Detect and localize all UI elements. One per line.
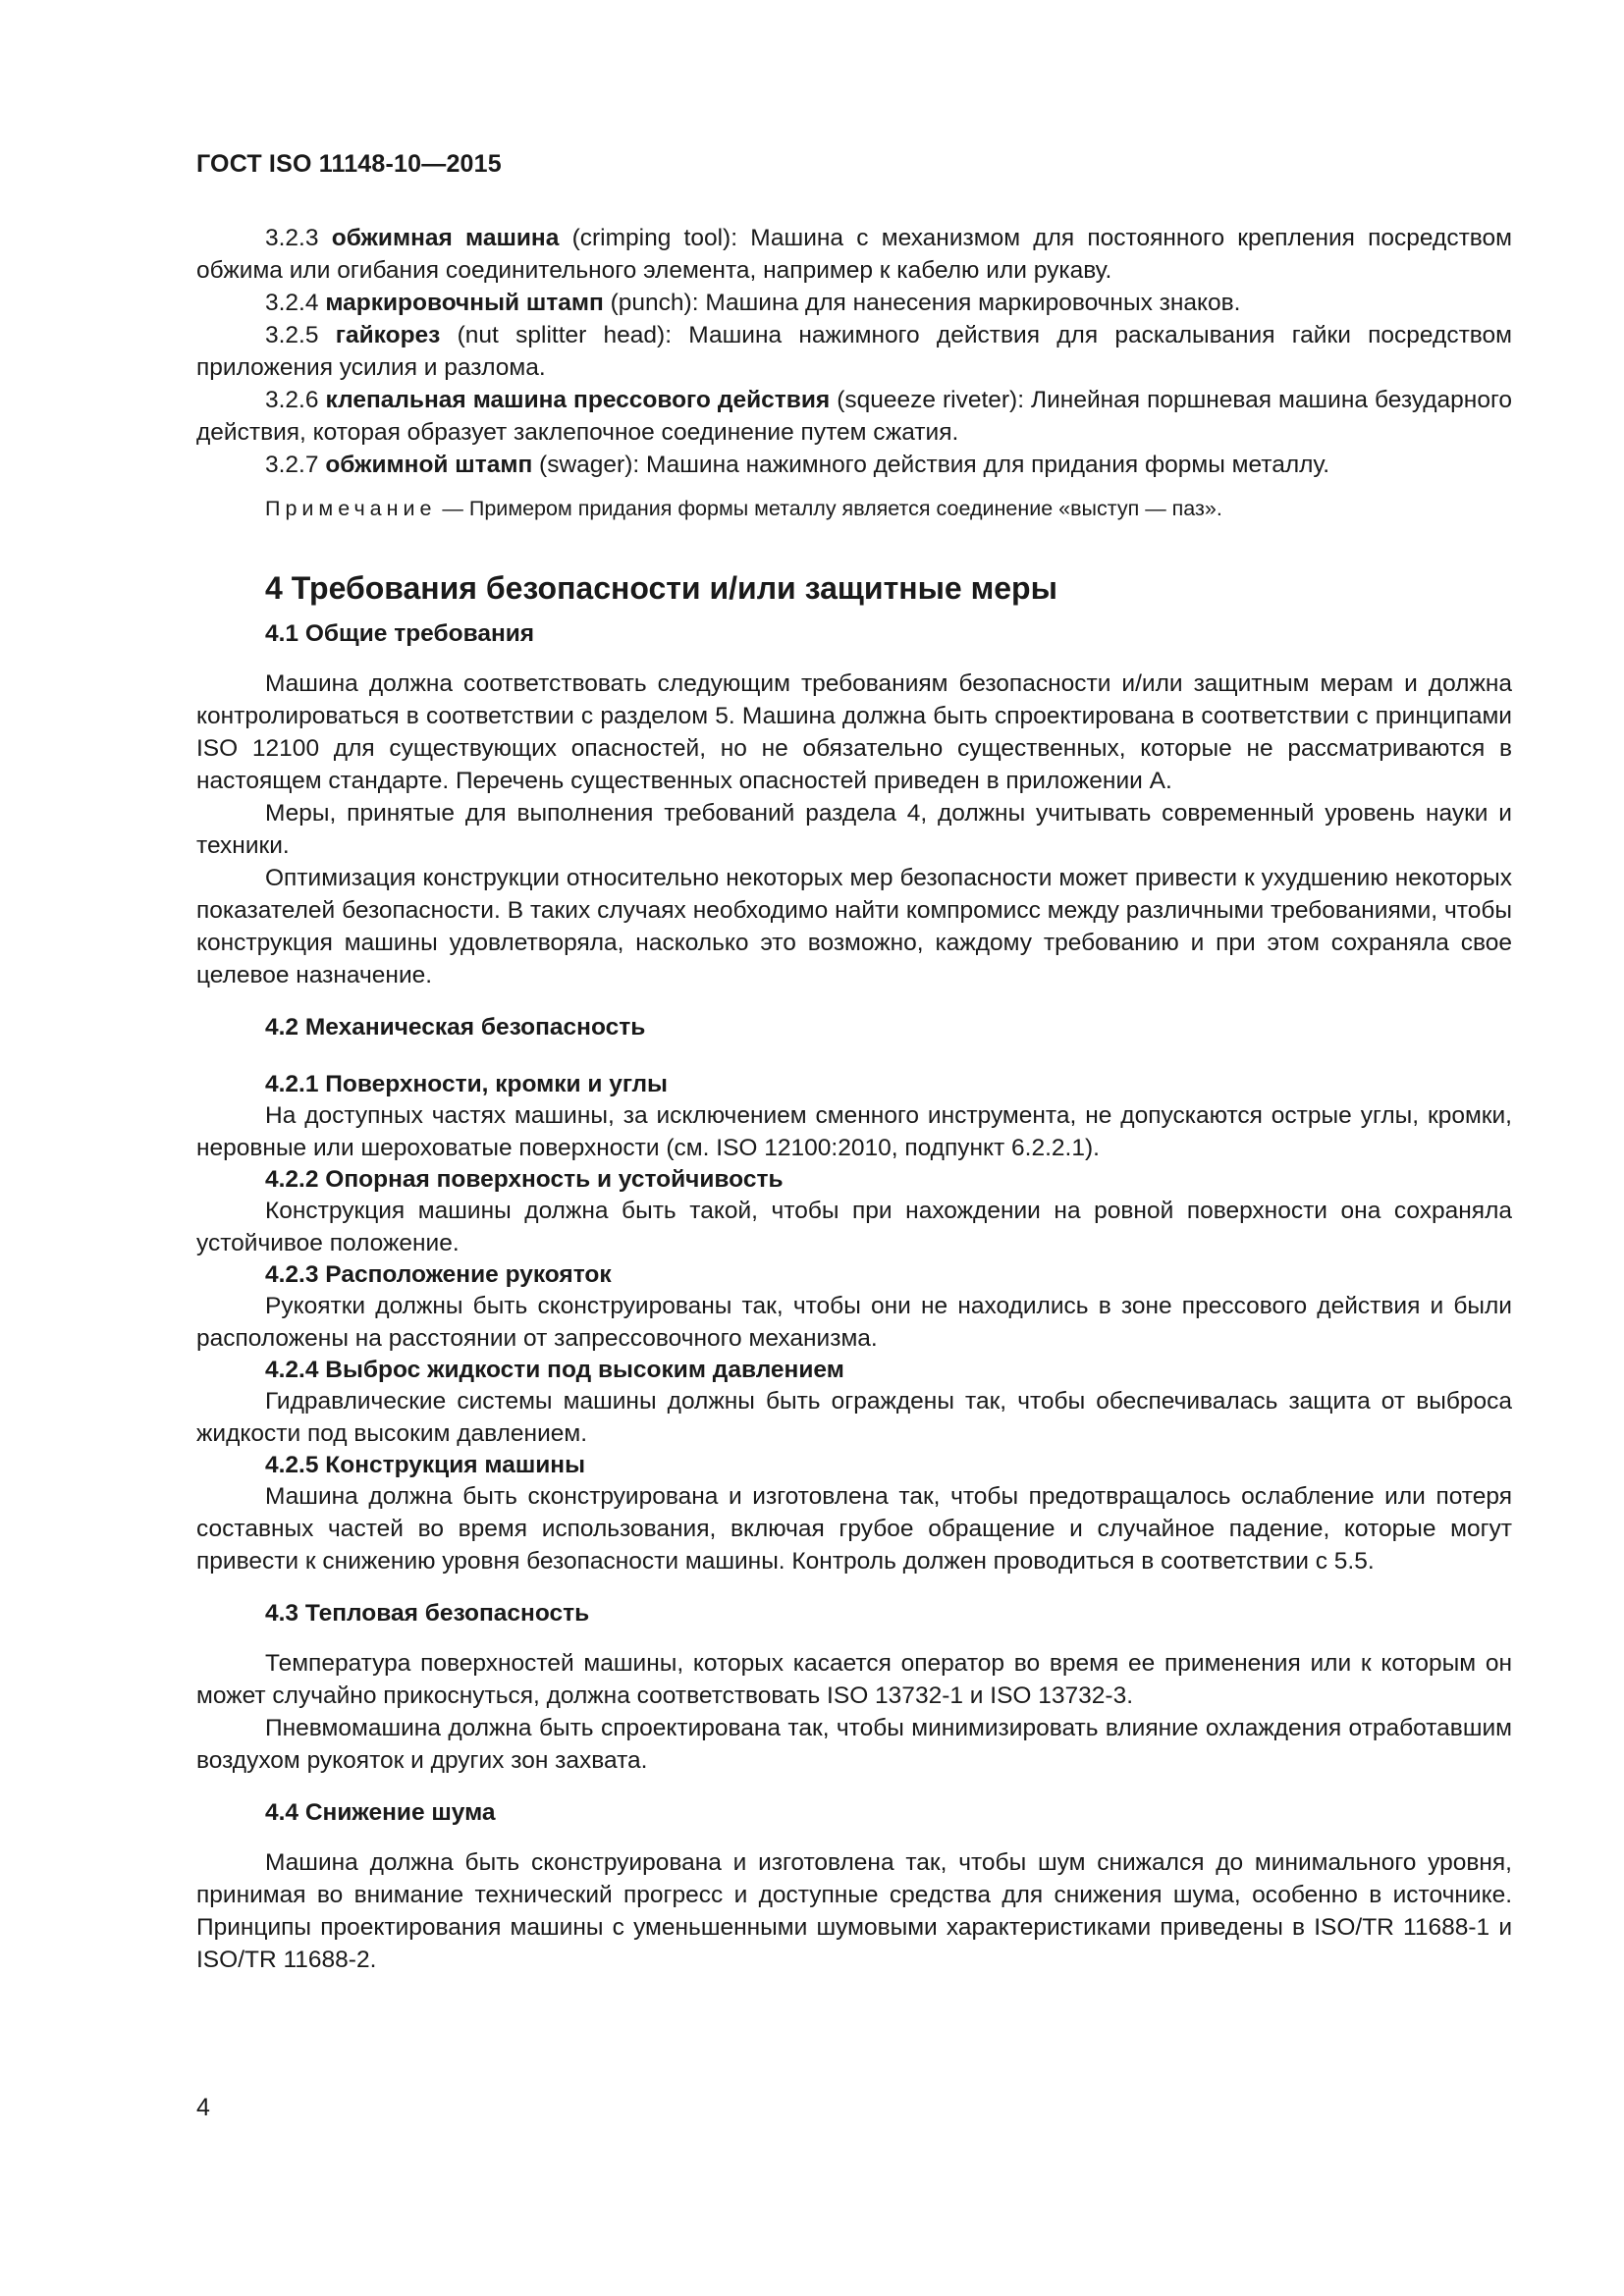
clause-4-2-1-title: 4.2.1 Поверхности, кромки и углы <box>265 1071 668 1097</box>
definition-term: обжимная машина <box>331 225 560 251</box>
paragraph: Меры, принятые для выполнения требований раздела 4, должны учитывать современный уровень науки и техники. <box>196 800 1512 859</box>
paragraph: Конструкция машины должна быть такой, чтобы при нахождении на ровной поверхности она сохраняла устойчивое положение. <box>196 1198 1512 1256</box>
document-body <box>196 222 1512 1976</box>
paragraph: Пневмомашина должна быть спроектирована так, чтобы минимизировать влияние охлаждения отработавшим воздухом рукояток и других зон захвата. <box>196 1715 1512 1774</box>
subsection-4-1-title: 4.1 Общие требования <box>265 620 535 647</box>
definition-term: маркировочный штамп <box>325 290 604 316</box>
section-4-title: 4 Требования безопасности и/или защитные меры <box>265 570 1057 606</box>
definition-3-2-6: 3.2.6 клепальная машина прессового действия (squeeze riveter): Линейная поршневая машина безударного действия, которая образует заклепочное соединение путем сжатия. <box>196 387 1512 446</box>
paragraph: Оптимизация конструкции относительно некоторых мер безопасности может привести к ухудшению некоторых показателей безопасности. В таких случаях необходимо найти компромисс между различными требованиями, чтобы конструкция машины удовлетворяла, насколько это возможно, каждому требованию и при этом сохраняла свое целевое назначение. <box>196 865 1512 988</box>
note-text: — Примером придания формы металлу является соединение «выступ — паз». <box>436 497 1222 520</box>
note-label: Примечание <box>265 497 437 520</box>
paragraph: Машина должна быть сконструирована и изготовлена так, чтобы предотвращалось ослабление или потеря составных частей во время использования, включая грубое обращение и случайное падение, которые могут привести к снижению уровня безопасности машины. Контроль должен проводиться в соответствии с 5.5. <box>196 1483 1512 1575</box>
subsection-4-2-title: 4.2 Механическая безопасность <box>265 1014 646 1041</box>
definition-3-2-4: 3.2.4 маркировочный штамп (punch): Машина для нанесения маркировочных знаков. <box>265 290 1241 316</box>
clause-4-2-3-title: 4.2.3 Расположение рукояток <box>265 1261 612 1288</box>
paragraph: Температура поверхностей машины, которых касается оператор во время ее применения или к которым он может случайно прикоснуться, должна соответствовать ISO 13732-1 и ISO 13732-3. <box>196 1650 1512 1709</box>
page-number: 4 <box>196 2094 210 2121</box>
clause-4-2-2-title: 4.2.2 Опорная поверхность и устойчивость <box>265 1166 784 1193</box>
document-header: ГОСТ ISO 11148-10—2015 <box>196 150 502 178</box>
definition-term: обжимной штамп <box>325 452 533 478</box>
paragraph: Гидравлические системы машины должны быть ограждены так, чтобы обеспечивалась защита от выброса жидкости под высоким давлением. <box>196 1388 1512 1447</box>
definition-term: клепальная машина прессового действия <box>325 387 831 413</box>
definition-3-2-7: 3.2.7 обжимной штамп (swager): Машина нажимного действия для придания формы металлу. <box>265 452 1330 478</box>
paragraph: Машина должна соответствовать следующим требованиям безопасности и/или защитным мерам и должна контролироваться в соответствии с разделом 5. Машина должна быть спроектирована в соответствии с принципами ISO 12100 для существующих опасностей, но не обязательно существенных, которые не рассматриваются в настоящем стандарте. Перечень существенных опасностей приведен в приложении А. <box>196 670 1512 794</box>
paragraph: Машина должна быть сконструирована и изготовлена так, чтобы шум снижался до минимального уровня, принимая во внимание технический прогресс и доступные средства для снижения шума, особенно в источнике. Принципы проектирования машины с уменьшенными шумовыми характеристиками приведены в ISO/TR 11688-1 и ISO/TR 11688-2. <box>196 1849 1512 1973</box>
definition-term: гайкорез <box>335 322 441 348</box>
note <box>196 493 1512 525</box>
clause-4-2-4-title: 4.2.4 Выброс жидкости под высоким давлением <box>265 1357 844 1383</box>
definition-3-2-5: 3.2.5 гайкорез (nut splitter head): Машина нажимного действия для раскалывания гайки посредством приложения усилия и разлома. <box>196 322 1512 381</box>
subsection-4-3-title: 4.3 Тепловая безопасность <box>265 1600 590 1627</box>
paragraph: На доступных частях машины, за исключением сменного инструмента, не допускаются острые углы, кромки, неровные или шероховатые поверхности (см. ISO 12100:2010, подпункт 6.2.2.1). <box>196 1102 1512 1161</box>
definition-3-2-3: 3.2.3 обжимная машина (crimping tool): Машина с механизмом для постоянного крепления посредством обжима или огибания соединительного элемента, например к кабелю или рукаву. <box>196 225 1512 284</box>
paragraph: Рукоятки должны быть сконструированы так, чтобы они не находились в зоне прессового действия и были расположены на расстоянии от запрессовочного механизма. <box>196 1293 1512 1352</box>
subsection-4-4-title: 4.4 Снижение шума <box>265 1799 496 1826</box>
clause-4-2-5-title: 4.2.5 Конструкция машины <box>265 1452 586 1478</box>
